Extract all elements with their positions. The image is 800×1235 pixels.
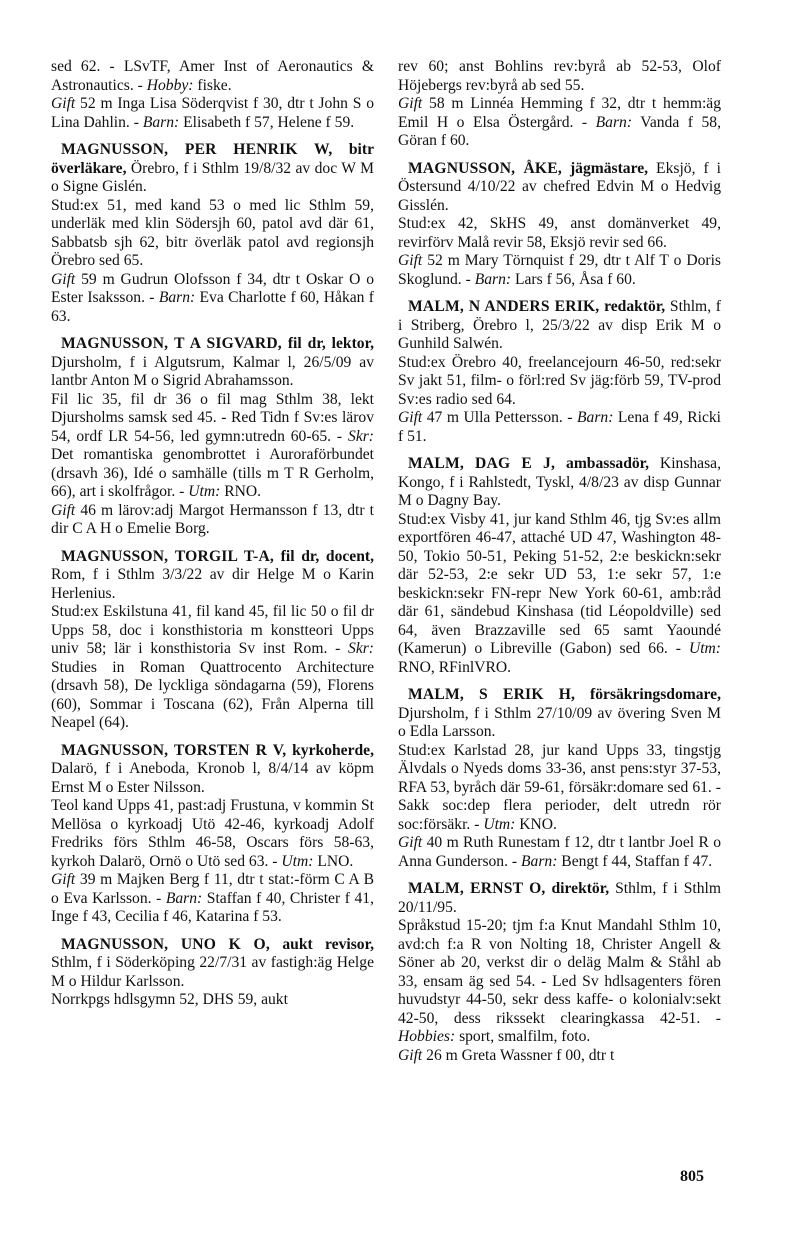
entry-text: 52 m Mary Törnquist f 29, dtr t Alf T o Doris Skoglund. -	[398, 252, 721, 288]
entry-paragraph	[51, 991, 374, 1010]
field-label: Gift	[51, 501, 76, 519]
person-name: MAGNUSSON, ÅKE,	[408, 159, 562, 177]
person-name: MALM, N ANDERS ERIK,	[408, 298, 600, 315]
entry-text: sport, smalfilm, foto.	[455, 1028, 591, 1045]
field-label: Gift	[398, 252, 423, 269]
entry-text: 58 m Linnéa Hemming f 32, dtr t hemm:äg Emil H o Elsa Östergård. -	[398, 95, 721, 131]
field-label: Utm:	[188, 483, 221, 500]
entry-text: 39 m Majken Berg f 11, dtr t stat:-förm C A B o Eva Karlsson. -	[51, 871, 374, 907]
entry-text: Vanda f 58, Göran f 60.	[398, 113, 721, 149]
entry-text: Stud:ex 51, med kand 53 o med lic Sthlm 59, underläk med klin Södersjh 60, patol avd där 61, Sabbatsb sjh 62, bitr överläk patol avd regionsjh Örebro sed 65.	[51, 196, 374, 269]
entry-heading	[398, 880, 721, 917]
field-label: Barn:	[577, 409, 614, 426]
person-name: MALM, ERNST O,	[408, 880, 546, 897]
entry-text: Sthlm, f i Sthlm 20/11/95.	[398, 880, 722, 916]
entry-uno	[51, 936, 374, 1010]
entry-paragraph	[51, 603, 374, 733]
person-name: MAGNUSSON, PER HENRIK W,	[61, 141, 333, 158]
entry-text: Staffan f 40, Christer f 41, Inge f 43, Cecilia f 46, Katarina f 53.	[51, 889, 374, 925]
entry-text: Det romantiska genombrottet i Auroraförbundet (drsavh 36), Idé o samhälle (tills m T R Gerholm, 66), art i skolfrågor. -	[51, 446, 374, 500]
entry-paragraph	[398, 58, 721, 95]
entry-text	[274, 548, 281, 565]
entry-text: 40 m Ruth Runestam f 12, dtr t lantbr Joel R o Anna Gunderson. -	[398, 834, 721, 870]
entry-text: RNO.	[220, 483, 262, 500]
entry-text: Lars f 56, Åsa f 60.	[511, 270, 636, 288]
field-label: Skr:	[348, 640, 374, 657]
field-label: Skr:	[348, 427, 374, 445]
entry-text	[562, 160, 570, 177]
entry-cont-right	[398, 58, 721, 151]
entry-text: Elisabeth f 57, Helene f 59.	[179, 113, 355, 131]
entry-torgil	[51, 548, 374, 733]
right-column	[398, 58, 721, 1074]
person-name: MAGNUSSON, T A SIGVARD,	[61, 335, 282, 352]
field-label: Barn:	[165, 889, 203, 907]
person-title: ambassadör,	[566, 455, 650, 472]
entry-text: Teol kand Upps 41, past:adj Frustuna, v kommin St Mellösa o kyrkoadj Utö 42-46, kyrkoadj Adolf Fredriks förs Sthlm 46-58, Oscars förs 58-63, kyrkoh Dalarö, Ornö o Utö sed 63. -	[51, 797, 374, 870]
entry-text: KNO.	[515, 815, 557, 833]
page-number: 805	[680, 1168, 704, 1185]
entry-paragraph	[51, 391, 374, 502]
entry-text: fiske.	[193, 76, 232, 94]
entry-paragraph	[398, 215, 721, 252]
entry-text	[575, 686, 590, 703]
entry-n-anders	[398, 298, 721, 446]
entry-heading	[398, 686, 721, 742]
entry-text	[270, 936, 282, 953]
entry-paragraph	[51, 502, 374, 539]
person-title: aukt revisor,	[282, 935, 374, 953]
person-name: MALM, DAG E J,	[408, 455, 556, 472]
entry-text: RNO, RFinlVRO.	[398, 658, 512, 676]
field-label: Barn:	[158, 289, 196, 306]
entry-text: Djursholm, f i Sthlm 27/10/09 av övering Sven M o Edla Larsson.	[398, 704, 721, 740]
entry-text: Eksjö, f i Östersund 4/10/22 av chefred Edvin M o Hedvig Gisslén.	[398, 159, 722, 214]
entry-ernst	[398, 880, 721, 1065]
entry-t-a-sigvard	[51, 335, 374, 539]
field-label: Hobbies:	[398, 1028, 456, 1045]
entry-paragraph	[51, 58, 374, 95]
person-name: MAGNUSSON, TORSTEN R V,	[61, 741, 287, 759]
person-title: fil dr, docent,	[280, 547, 374, 565]
person-name: MAGNUSSON, UNO K O,	[61, 935, 270, 953]
entry-heading	[398, 160, 721, 216]
field-label: Hobby:	[146, 76, 194, 94]
entry-paragraph	[51, 871, 374, 927]
entry-text: Bengt f 44, Staffan f 47.	[557, 852, 713, 870]
field-label: Gift	[51, 871, 76, 888]
person-name: MAGNUSSON, TORGIL T-A,	[61, 547, 274, 565]
entry-paragraph	[398, 252, 721, 289]
entry-paragraph	[398, 834, 721, 871]
field-label: Utm:	[281, 852, 314, 870]
entry-heading	[51, 936, 374, 992]
entry-dag	[398, 455, 721, 677]
field-label: Utm:	[688, 640, 721, 657]
person-title: jägmästare,	[569, 159, 649, 177]
entry-text: Studies in Roman Quattrocento Architecture (drsavh 58), De lyckliga söndagarna (59), Florens (60), Sommar i Toscana (62), Från Alperna till Neapel (64).	[51, 658, 374, 731]
entry-paragraph	[51, 197, 374, 271]
entry-torsten	[51, 742, 374, 927]
entry-paragraph	[51, 271, 374, 327]
entry-text: Djursholm, f i Algutsrum, Kalmar l, 26/5/09 av lantbr Anton M o Sigrid Abrahamsson.	[51, 353, 374, 389]
field-label: Barn:	[521, 852, 558, 870]
left-column	[51, 58, 374, 1019]
entry-text: sed 62. - LSvTF, Amer Inst of Aeronautics & Astronautics. -	[51, 58, 374, 94]
entry-heading	[51, 141, 374, 197]
entry-heading	[51, 335, 374, 391]
entry-paragraph	[51, 797, 374, 871]
entry-text	[555, 455, 566, 472]
field-label: Gift	[398, 95, 423, 112]
entry-text: Språkstud 15-20; tjm f:a Knut Mandahl Sthlm 10, avd:ch f:a R von Nolting 18, Christer Angell & Söner ab 20, verkst dir o deläg Malm & Ståhl ab 33, ensam äg sed 54. - Led Sv hdlsagenters fören huvudstyr 44-50, sekr dess kaffe- o kolonialv:sekt 42-50, dess rikssekt clearingkassa 42-51. -	[398, 917, 721, 1027]
entry-text: Stud:ex Eskilstuna 41, fil kand 45, fil lic 50 o fil dr Upps 58, doc i konsthistoria m konstteori Upps univ 58; lär i konsthistoria Sv inst Rom. -	[51, 603, 374, 657]
entry-text: Kinshasa, Kongo, f i Rahlstedt, Tyskl, 4/8/23 av disp Gunnar M o Dagny Bay.	[398, 455, 721, 509]
person-title: direktör,	[551, 880, 610, 897]
entry-text: Norrkpgs hdlsgymn 52, DHS 59, aukt	[51, 991, 288, 1008]
entry-text	[332, 141, 348, 158]
person-title: bitr överläkare,	[51, 141, 374, 177]
entry-text: Eva Charlotte f 60, Håkan f 63.	[51, 289, 374, 325]
entry-text: Dalarö, f i Aneboda, Kronob l, 8/4/14 av köpm Ernst M o Ester Nilsson.	[51, 760, 374, 796]
entry-cont-left	[51, 58, 374, 132]
person-name: MALM, S ERIK H,	[408, 686, 576, 703]
entry-paragraph	[398, 95, 721, 151]
entry-text: Stud:ex 42, SkHS 49, anst domänverket 49, revirförv Malå revir 58, Eksjö revir sed 66.	[398, 215, 721, 251]
entry-text: Stud:ex Karlstad 28, jur kand Upps 33, tingstjg Älvdals o Nyeds doms 33-36, anst pens:styr 37-53, RFA 53, byråch där 59-61, försäkr:domare sed 61. - Sakk soc:dep flera perioder, delt utredn rör soc:försäkr. -	[398, 741, 721, 833]
person-title: fil dr, lektor,	[287, 335, 374, 352]
person-title: försäkringsdomare,	[590, 686, 721, 703]
entry-text: Sthlm, f i Söderköping 22/7/31 av fastigh:äg Helge M o Hildur Karlsson.	[51, 954, 374, 990]
entry-text: rev 60; anst Bohlins rev:byrå ab 52-53, Olof Höjebergs rev:byrå ab sed 55.	[398, 58, 721, 94]
field-label: Gift	[51, 95, 76, 112]
field-label: Gift	[51, 270, 76, 288]
entry-paragraph	[398, 917, 721, 1047]
entry-text: LNO.	[313, 852, 354, 870]
entry-paragraph	[398, 1047, 721, 1066]
entry-paragraph	[398, 354, 721, 410]
field-label: Utm:	[483, 815, 516, 833]
entry-text: Örebro, f i Sthlm 19/8/32 av doc W M o Signe Gislén.	[51, 159, 374, 195]
field-label: Barn:	[474, 270, 512, 288]
entry-paragraph	[398, 409, 721, 446]
entry-text: Fil lic 35, fil dr 36 o fil mag Sthlm 38, lekt Djursholms samsk sed 45. - Red Tidn f Sv:es lärov 54, ordf LR 54-56, led gymn:utredn 60-65. -	[51, 390, 374, 445]
entry-heading	[398, 455, 721, 511]
entry-text: Lena f 49, Ricki f 51.	[398, 409, 721, 445]
entry-text: 59 m Gudrun Olofsson f 34, dtr t Oskar O o Ester Isaksson. -	[51, 270, 374, 306]
entry-paragraph	[398, 742, 721, 835]
entry-heading	[51, 742, 374, 798]
field-label: Gift	[398, 409, 423, 426]
entry-text: Sthlm, f i Striberg, Örebro l, 25/3/22 av disp Erik M o Gunhild Salwén.	[398, 298, 721, 352]
entry-text: 52 m Inga Lisa Söderqvist f 30, dtr t John S o Lina Dahlin. -	[51, 95, 374, 131]
entry-s-erik	[398, 686, 721, 871]
field-label: Gift	[398, 1046, 423, 1064]
entry-ake	[398, 160, 721, 290]
field-label: Gift	[398, 834, 423, 851]
entry-text: 26 m Greta Wassner f 00, dtr t	[422, 1046, 615, 1064]
entry-text: 46 m lärov:adj Margot Hermansson f 13, dtr t dir C A H o Emelie Borg.	[51, 501, 374, 537]
field-label: Barn:	[142, 113, 180, 131]
entry-text: 47 m Ulla Pettersson. -	[422, 409, 577, 426]
entry-text: Stud:ex Örebro 40, freelancejourn 46-50, red:sekr Sv jakt 51, film- o förl:red Sv jäg:förb 59, TV-prod Sv:es radio sed 64.	[398, 353, 721, 408]
person-title: kyrkoherde,	[292, 741, 374, 759]
entry-paragraph	[398, 511, 721, 678]
entry-text: Stud:ex Visby 41, jur kand Sthlm 46, tjg Sv:es allm exportfören 46-47, attaché UD 47, Washington 48-50, Tokio 50-51, Peking 51-52, 2:e beskickn:sekr där 52-53, 2:e sekr UD 53, 1:e sekr 57, 1:e beskickn:sekr FN-repr New York 60-61, amb:råd där 61, sändebud Kinshasa (tid Léopoldville) sed 64, även Brazzaville sed 65 samt Yaoundé (Kamerun) o Libreville (Gabon) sed 66. -	[398, 510, 721, 657]
field-label: Barn:	[595, 113, 633, 131]
entry-paragraph	[51, 95, 374, 132]
entry-per-henrik	[51, 141, 374, 326]
entry-text: Rom, f i Sthlm 3/3/22 av dir Helge M o Karin Herlenius.	[51, 566, 374, 602]
entry-heading	[398, 298, 721, 354]
person-title: redaktör,	[604, 298, 666, 315]
entry-heading	[51, 548, 374, 604]
